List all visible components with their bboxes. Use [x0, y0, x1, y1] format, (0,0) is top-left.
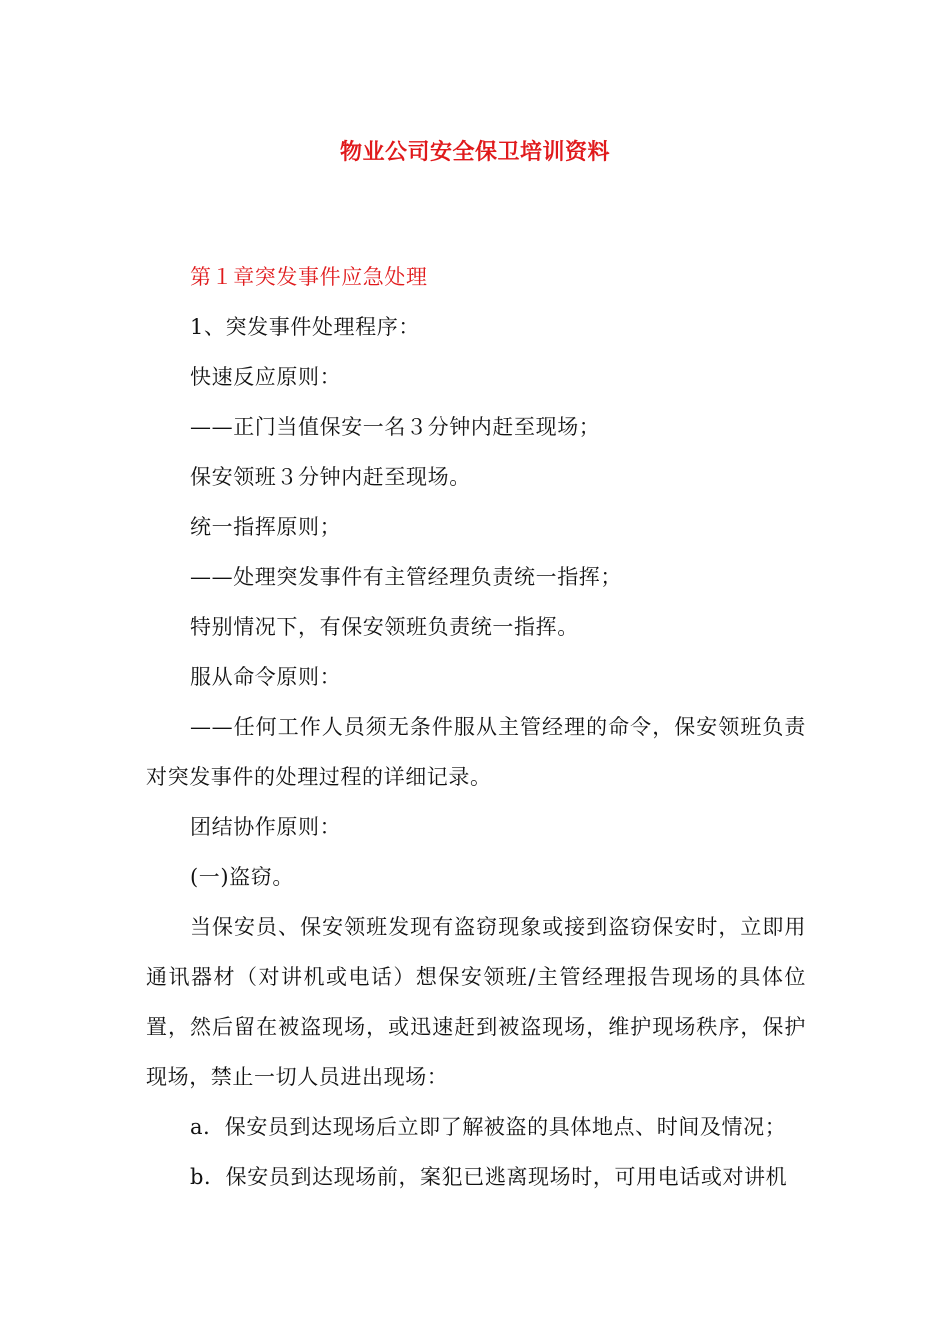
chapter-heading: 第１章突发事件应急处理 — [190, 265, 428, 289]
paragraph: 1、突发事件处理程序： — [190, 315, 420, 339]
list-item: b．保安员到达现场前，案犯已逃离现场时，可用电话或对讲机 — [190, 1165, 788, 1189]
document-body — [146, 252, 806, 1202]
paragraph: ——任何工作人员须无条件服从主管经理的命令，保安领班负责对突发事件的处理过程的详细记录。 — [146, 715, 806, 789]
paragraph: 快速反应原则： — [190, 365, 342, 389]
paragraph: 服从命令原则： — [190, 665, 342, 689]
list-item: a．保安员到达现场后立即了解被盗的具体地点、时间及情况； — [190, 1115, 787, 1139]
paragraph: 团结协作原则： — [190, 815, 342, 839]
paragraph: ——处理突发事件有主管经理负责统一指挥； — [190, 565, 622, 589]
paragraph: 统一指挥原则； — [190, 515, 342, 539]
paragraph: 特别情况下，有保安领班负责统一指挥。 — [190, 615, 579, 639]
paragraph: ——正门当值保安一名３分钟内赶至现场； — [190, 415, 601, 439]
paragraph: 保安领班３分钟内赶至现场。 — [190, 465, 471, 489]
document-title: 物业公司安全保卫培训资料 — [339, 139, 610, 165]
paragraph: 当保安员、保安领班发现有盗窃现象或接到盗窃保安时，立即用通讯器材（对讲机或电话）想保安领班/主管经理报告现场的具体位置，然后留在被盗现场，或迅速赶到被盗现场，维护现场秩序，保护现场，禁止一切人员进出现场： — [146, 915, 806, 1089]
paragraph: (一)盗窃。 — [190, 865, 294, 889]
